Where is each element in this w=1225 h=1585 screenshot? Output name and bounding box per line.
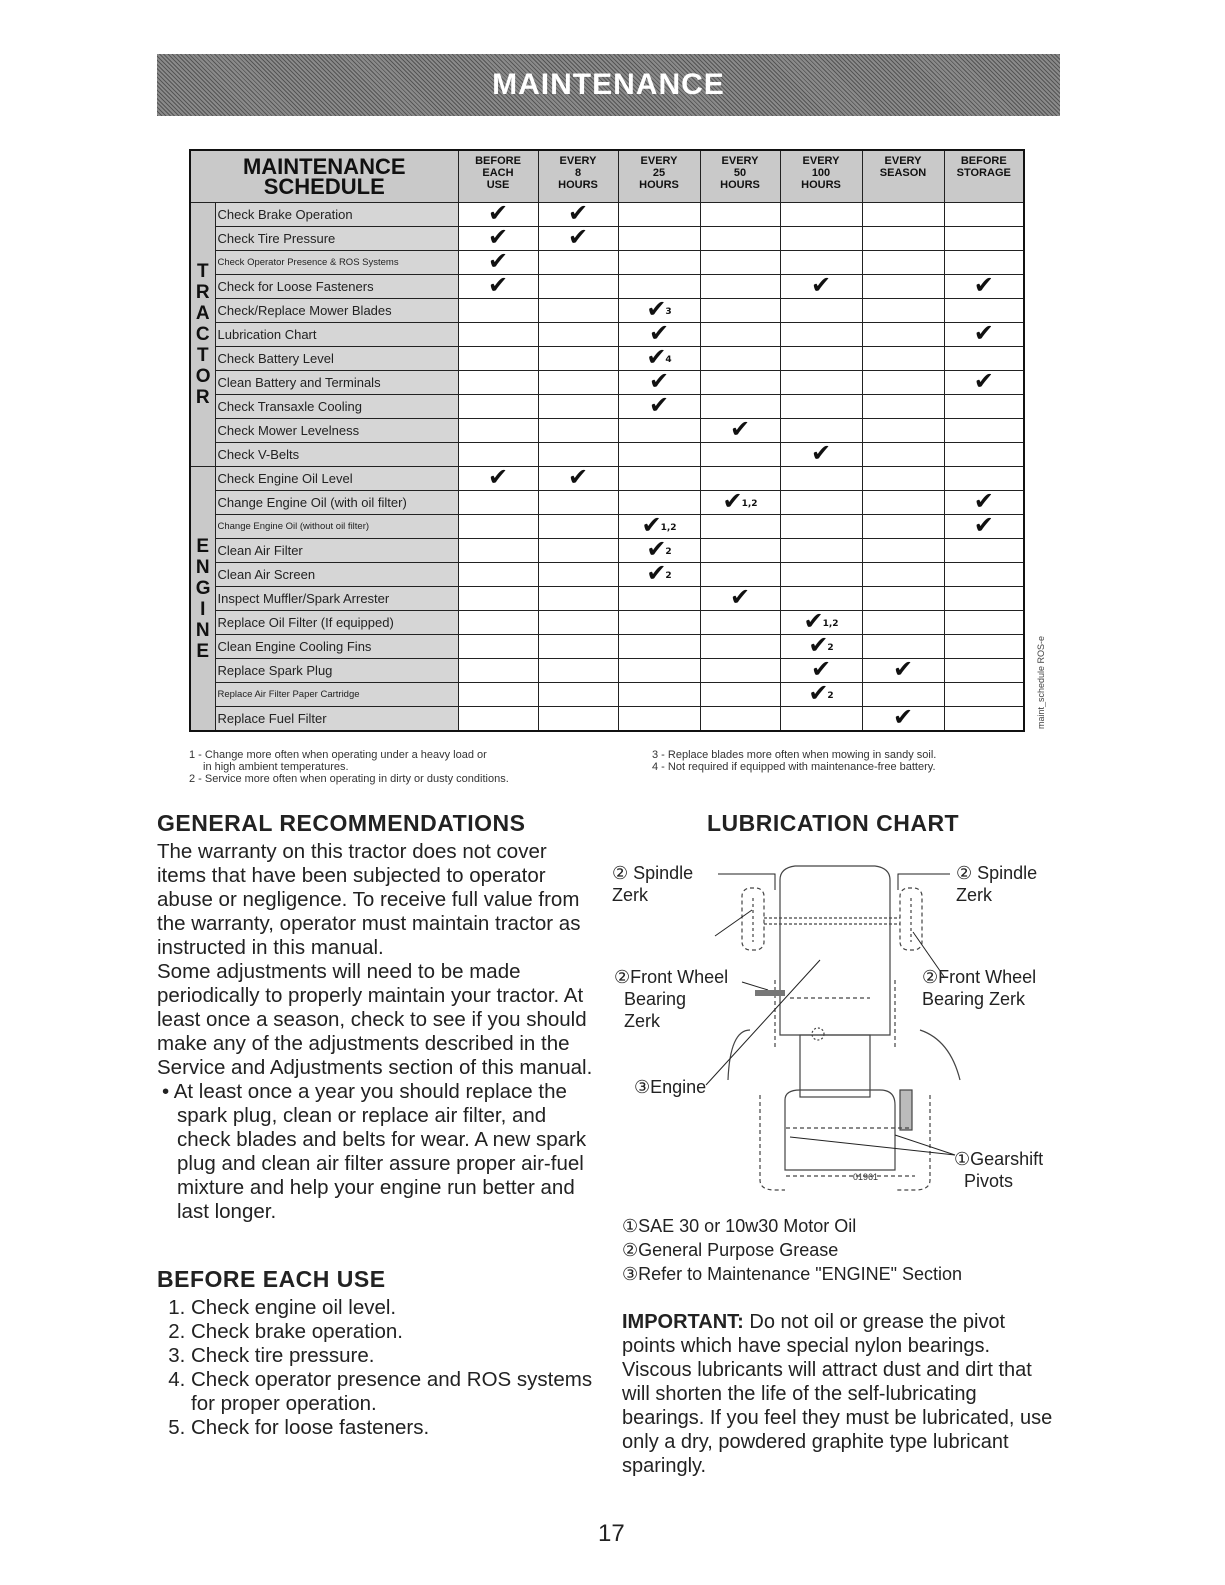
label-engine: ③Engine — [634, 1077, 707, 1097]
important-note — [622, 1310, 1062, 1478]
label-gearshift: ①Gearshift Pivots — [954, 1149, 1044, 1191]
checkmark-icon: ✔ — [973, 511, 994, 539]
schedule-cell — [944, 367, 1024, 395]
task-name: Inspect Muffler/Spark Arrester — [215, 587, 458, 611]
schedule-cell — [780, 271, 862, 299]
schedule-column-header — [618, 150, 700, 203]
schedule-cell — [700, 611, 780, 635]
schedule-cell — [538, 463, 618, 491]
checkmark-icon: ✔ — [487, 271, 509, 299]
schedule-cell — [618, 391, 700, 419]
schedule-cell — [538, 275, 618, 299]
column-header-line: HOURS — [801, 179, 841, 191]
schedule-cell — [618, 659, 700, 683]
before-use-item: 5. Check for loose fasteners. — [191, 1416, 594, 1440]
schedule-cell — [458, 587, 538, 611]
before-use-item: 1. Check engine oil level. — [191, 1296, 594, 1320]
schedule-cell — [458, 635, 538, 659]
footnote-ref: 1,2 — [822, 619, 839, 629]
column-header-line: HOURS — [558, 179, 598, 191]
task-name: Check for Loose Fasteners — [215, 275, 458, 299]
task-name: Clean Air Filter — [215, 539, 458, 563]
before-use-item: 4. Check operator presence and ROS systems for proper operation. — [191, 1368, 594, 1416]
schedule-cell — [862, 371, 944, 395]
schedule-cell — [862, 227, 944, 251]
schedule-cell — [538, 491, 618, 515]
footnotes-right — [652, 749, 936, 773]
schedule-cell — [538, 539, 618, 563]
page-number: 17 — [598, 1520, 625, 1547]
schedule-cell — [944, 395, 1024, 419]
footnote-3: 3 - Replace blades more often when mowing in sandy soil. — [652, 749, 937, 761]
schedule-cell — [700, 443, 780, 467]
schedule-cell — [618, 443, 700, 467]
schedule-cell — [700, 683, 780, 707]
schedule-cell — [538, 223, 618, 251]
schedule-cell — [538, 707, 618, 732]
schedule-column-header — [700, 150, 780, 203]
checkmark-icon: ✔2 — [808, 631, 834, 659]
table-row — [190, 539, 1024, 563]
column-header-line: 100 — [811, 167, 831, 179]
important-label: IMPORTANT: — [622, 1311, 744, 1333]
checkmark-icon: ✔ — [729, 583, 751, 611]
table-row — [190, 371, 1024, 395]
schedule-cell — [538, 659, 618, 683]
schedule-cell — [458, 323, 538, 347]
checkmark-icon: ✔ — [810, 655, 832, 683]
schedule-cell — [700, 275, 780, 299]
task-name: Check Battery Level — [215, 347, 458, 371]
checkmark-icon: ✔ — [567, 199, 589, 227]
footnote-1-cont: in high ambient temperatures. — [203, 761, 349, 773]
checkmark-icon: ✔3 — [646, 295, 672, 323]
table-row — [190, 491, 1024, 515]
schedule-cell — [700, 323, 780, 347]
schedule-cell — [700, 635, 780, 659]
schedule-cell — [862, 323, 944, 347]
schedule-cell — [862, 347, 944, 371]
schedule-cell — [780, 299, 862, 323]
schedule-cell — [538, 371, 618, 395]
side-code: maint_schedule ROS-e — [1036, 636, 1046, 730]
footnote-2: 2 - Service more often when operating in dirty or dusty conditions. — [189, 773, 509, 785]
table-row — [190, 227, 1024, 251]
schedule-cell — [618, 635, 700, 659]
schedule-cell — [458, 659, 538, 683]
table-row — [190, 515, 1024, 539]
checkmark-icon: ✔ — [487, 223, 509, 251]
column-header-line: USE — [486, 179, 510, 191]
schedule-title — [190, 150, 458, 203]
table-row — [190, 563, 1024, 587]
checkmark-icon: ✔1,2 — [722, 487, 758, 515]
before-use-list — [157, 1296, 594, 1440]
schedule-column-header — [780, 150, 862, 203]
schedule-cell — [944, 563, 1024, 587]
schedule-cell — [944, 203, 1024, 227]
schedule-cell — [458, 563, 538, 587]
task-name: Check/Replace Mower Blades — [215, 299, 458, 323]
before-use-item: 3. Check tire pressure. — [191, 1344, 594, 1368]
column-header-line: STORAGE — [956, 167, 1011, 179]
general-bullet: • At least once a year you should replace the spark plug, clean or replace air filter, and check blades and belts for wear. A new spark plug and clean air filter assure proper air-fuel mixture and help your engine run better and last longer. — [162, 1080, 587, 1223]
schedule-cell — [780, 491, 862, 515]
important-text: Do not oil or grease the pivot points which have special nylon bearings. Viscous lubricants will attract dust and dirt that will shorten the life of the self-lubricating bearings. If you feel they must be lubricated, use only a dry, powdered graphite type lubricant sparingly. — [622, 1311, 1053, 1477]
schedule-cell — [944, 659, 1024, 683]
schedule-cell — [458, 347, 538, 371]
schedule-cell — [458, 611, 538, 635]
schedule-body — [190, 199, 1024, 732]
schedule-cell — [944, 271, 1024, 299]
task-name: Check Transaxle Cooling — [215, 395, 458, 419]
schedule-cell — [700, 203, 780, 227]
schedule-cell — [944, 511, 1024, 539]
task-name: Check Brake Operation — [215, 203, 458, 227]
schedule-cell — [538, 251, 618, 275]
schedule-cell — [538, 395, 618, 419]
schedule-cell — [618, 707, 700, 732]
schedule-cell — [780, 467, 862, 491]
table-row — [190, 203, 1024, 227]
checkmark-icon: ✔ — [487, 463, 509, 491]
column-header-line: EACH — [482, 167, 514, 179]
task-name: Check Engine Oil Level — [215, 467, 458, 491]
footnote-ref: 1,2 — [741, 499, 758, 509]
schedule-cell — [538, 347, 618, 371]
schedule-cell — [700, 251, 780, 275]
section-label-text: TRACTOR — [195, 261, 211, 408]
schedule-cell — [538, 635, 618, 659]
footnotes-left — [189, 749, 509, 785]
schedule-cell — [944, 587, 1024, 611]
schedule-cell — [944, 419, 1024, 443]
section-label-text: ENGINE — [195, 535, 211, 662]
schedule-cell — [538, 299, 618, 323]
footnote-ref: 2 — [827, 643, 834, 653]
checkmark-icon: ✔ — [973, 319, 994, 347]
column-header-line: EVERY — [884, 155, 922, 167]
schedule-cell — [700, 583, 780, 611]
part-number: 01961 — [853, 1172, 879, 1182]
schedule-cell — [618, 587, 700, 611]
table-row — [190, 419, 1024, 443]
schedule-cell — [862, 515, 944, 539]
schedule-cell — [538, 515, 618, 539]
schedule-header-row — [190, 150, 1024, 203]
table-row — [190, 587, 1024, 611]
schedule-cell — [862, 611, 944, 635]
table-row — [190, 467, 1024, 491]
legend-item-grease: ②General Purpose Grease — [622, 1240, 839, 1260]
schedule-cell — [944, 443, 1024, 467]
task-name: Check Tire Pressure — [215, 227, 458, 251]
schedule-cell — [538, 683, 618, 707]
schedule-cell — [780, 323, 862, 347]
column-header-line: 8 — [574, 167, 582, 179]
general-paragraph-1: The warranty on this tractor does not cover items that have been subjected to operator abuse or negligence. To receive full value from the warranty, operator must maintain tractor as instructed in this manual. — [157, 840, 581, 959]
schedule-title-line2: SCHEDULE — [263, 174, 385, 199]
schedule-cell — [700, 659, 780, 683]
task-name: Clean Battery and Terminals — [215, 371, 458, 395]
task-name: Replace Spark Plug — [215, 659, 458, 683]
checkmark-icon: ✔ — [973, 367, 994, 395]
schedule-cell — [700, 415, 780, 443]
schedule-cell — [862, 251, 944, 275]
schedule-cell — [538, 587, 618, 611]
table-row — [190, 299, 1024, 323]
before-use-item: 2. Check brake operation. — [191, 1320, 594, 1344]
checkmark-icon: ✔ — [729, 415, 751, 443]
section-label — [190, 203, 215, 467]
column-header-line: EVERY — [721, 155, 759, 167]
schedule-cell — [862, 299, 944, 323]
schedule-cell — [618, 559, 700, 587]
schedule-cell — [458, 371, 538, 395]
schedule-cell — [862, 491, 944, 515]
schedule-cell — [458, 463, 538, 491]
schedule-column-header — [862, 150, 944, 203]
column-header-line: EVERY — [559, 155, 597, 167]
schedule-cell — [862, 467, 944, 491]
schedule-cell — [780, 707, 862, 732]
footnote-ref: 4 — [665, 355, 672, 365]
schedule-cell — [458, 539, 538, 563]
schedule-cell — [944, 319, 1024, 347]
lubrication-legend — [622, 1214, 962, 1286]
checkmark-icon: ✔2 — [808, 679, 834, 707]
lubrication-diagram — [610, 850, 1070, 1210]
schedule-cell — [538, 563, 618, 587]
schedule-cell — [944, 683, 1024, 707]
schedule-column-header — [538, 150, 618, 203]
table-row — [190, 275, 1024, 299]
schedule-cell — [538, 323, 618, 347]
general-text — [157, 840, 594, 1224]
schedule-column-header — [458, 150, 538, 203]
label-spindle-left: ② Spindle Zerk — [612, 863, 694, 905]
checkmark-icon: ✔ — [892, 703, 914, 731]
task-name: Check Operator Presence & ROS Systems — [215, 251, 458, 275]
table-row — [190, 323, 1024, 347]
schedule-cell — [618, 683, 700, 707]
column-header-line: HOURS — [720, 179, 760, 191]
task-name: Check V-Belts — [215, 443, 458, 467]
column-header-line: BEFORE — [475, 155, 521, 167]
table-row — [190, 611, 1024, 635]
schedule-cell — [458, 683, 538, 707]
checkmark-icon: ✔ — [487, 199, 509, 227]
checkmark-icon: ✔ — [892, 655, 914, 683]
schedule-cell — [944, 635, 1024, 659]
task-name: Change Engine Oil (without oil filter) — [215, 515, 458, 539]
checkmark-icon: ✔ — [648, 319, 670, 347]
schedule-cell — [780, 679, 862, 707]
schedule-cell — [862, 655, 944, 683]
schedule-cell — [862, 443, 944, 467]
schedule-cell — [862, 563, 944, 587]
footnote-4: 4 - Not required if equipped with maintenance-free battery. — [652, 761, 936, 773]
checkmark-icon: ✔ — [487, 247, 509, 275]
schedule-cell — [780, 395, 862, 419]
schedule-cell — [944, 707, 1024, 732]
table-row — [190, 707, 1024, 732]
schedule-cell — [618, 467, 700, 491]
footnote-ref: 1,2 — [660, 523, 677, 533]
label-front-wheel-right: ②Front Wheel Bearing Zerk — [922, 967, 1037, 1009]
schedule-cell — [780, 563, 862, 587]
schedule-cell — [780, 515, 862, 539]
table-row — [190, 251, 1024, 275]
footnote-ref: 2 — [827, 691, 834, 701]
schedule-cell — [780, 347, 862, 371]
schedule-cell — [862, 539, 944, 563]
schedule-cell — [862, 395, 944, 419]
checkmark-icon: ✔2 — [646, 535, 672, 563]
maintenance-schedule-table — [189, 149, 1025, 732]
schedule-cell — [700, 371, 780, 395]
checkmark-icon: ✔ — [567, 463, 589, 491]
schedule-cell — [780, 371, 862, 395]
checkmark-icon: ✔2 — [646, 559, 672, 587]
schedule-title-line1: MAINTENANCE — [242, 154, 406, 179]
label-front-wheel-left: ②Front Wheel Bearing Zerk — [614, 967, 729, 1031]
schedule-cell — [944, 611, 1024, 635]
schedule-cell — [862, 419, 944, 443]
checkmark-icon: ✔ — [973, 487, 994, 515]
legend-item-engine: ③Refer to Maintenance "ENGINE" Section — [622, 1264, 963, 1284]
task-name: Change Engine Oil (with oil filter) — [215, 491, 458, 515]
schedule-cell — [862, 275, 944, 299]
schedule-cell — [700, 347, 780, 371]
task-name: Clean Engine Cooling Fins — [215, 635, 458, 659]
schedule-cell — [538, 611, 618, 635]
table-row — [190, 443, 1024, 467]
table-row — [190, 659, 1024, 683]
schedule-cell — [862, 203, 944, 227]
banner-title: MAINTENANCE — [492, 68, 725, 101]
schedule-cell — [700, 539, 780, 563]
checkmark-icon: ✔ — [810, 439, 832, 467]
schedule-cell — [700, 707, 780, 732]
task-name: Replace Air Filter Paper Cartridge — [215, 683, 458, 707]
schedule-column-header — [944, 150, 1024, 203]
schedule-cell — [458, 395, 538, 419]
schedule-cell — [780, 227, 862, 251]
task-name: Check Mower Levelness — [215, 419, 458, 443]
table-row — [190, 347, 1024, 371]
lubrication-heading: LUBRICATION CHART — [707, 810, 960, 836]
column-header-line: 25 — [652, 167, 666, 179]
general-heading: GENERAL RECOMMENDATIONS — [157, 810, 526, 836]
legend-item-oil: ①SAE 30 or 10w30 Motor Oil — [622, 1216, 857, 1236]
checkmark-icon: ✔ — [648, 391, 670, 419]
checkmark-icon: ✔ — [810, 271, 832, 299]
schedule-cell — [618, 203, 700, 227]
column-header-line: SEASON — [879, 167, 927, 179]
schedule-cell — [618, 251, 700, 275]
task-name: Clean Air Screen — [215, 563, 458, 587]
schedule-cell — [862, 587, 944, 611]
schedule-cell — [700, 515, 780, 539]
schedule-cell — [862, 703, 944, 732]
schedule-cell — [780, 539, 862, 563]
task-name: Replace Fuel Filter — [215, 707, 458, 732]
column-header-line: 50 — [733, 167, 747, 179]
checkmark-icon: ✔ — [973, 271, 994, 299]
schedule-cell — [538, 419, 618, 443]
schedule-cell — [700, 299, 780, 323]
schedule-cell — [618, 419, 700, 443]
before-use-heading: BEFORE EACH USE — [157, 1266, 386, 1292]
checkmark-icon: ✔ — [567, 223, 589, 251]
schedule-cell — [780, 439, 862, 467]
general-paragraph-2: Some adjustments will need to be made periodically to properly maintain your tractor. At least once a season, check to see if you should make any of the adjustments described in the Service and Adjustments section of this manual. — [157, 960, 593, 1079]
footnote-ref: 3 — [665, 307, 672, 317]
column-header-line: HOURS — [639, 179, 679, 191]
task-name: Replace Oil Filter (If equipped) — [215, 611, 458, 635]
table-row — [190, 395, 1024, 419]
schedule-cell — [944, 227, 1024, 251]
column-header-line: EVERY — [640, 155, 678, 167]
schedule-cell — [944, 539, 1024, 563]
label-spindle-right: ② Spindle Zerk — [956, 863, 1038, 905]
schedule-cell — [458, 515, 538, 539]
schedule-cell — [458, 707, 538, 732]
footnote-ref: 2 — [665, 571, 672, 581]
column-header-line: BEFORE — [960, 155, 1007, 167]
schedule-cell — [458, 491, 538, 515]
column-header-line: EVERY — [802, 155, 840, 167]
checkmark-icon: ✔1,2 — [803, 607, 839, 635]
schedule-cell — [618, 227, 700, 251]
schedule-cell — [458, 419, 538, 443]
page-banner — [157, 54, 1060, 116]
footnote-ref: 2 — [665, 547, 672, 557]
schedule-cell — [700, 487, 780, 515]
task-name: Lubrication Chart — [215, 323, 458, 347]
schedule-cell — [458, 271, 538, 299]
checkmark-icon: ✔ — [648, 367, 670, 395]
schedule-cell — [458, 299, 538, 323]
schedule-cell — [618, 611, 700, 635]
section-label — [190, 467, 215, 732]
footnote-1: 1 - Change more often when operating under a heavy load or — [189, 749, 487, 761]
checkmark-icon: ✔1,2 — [641, 511, 677, 539]
schedule-cell — [780, 203, 862, 227]
schedule-cell — [700, 227, 780, 251]
checkmark-icon: ✔4 — [646, 343, 672, 371]
